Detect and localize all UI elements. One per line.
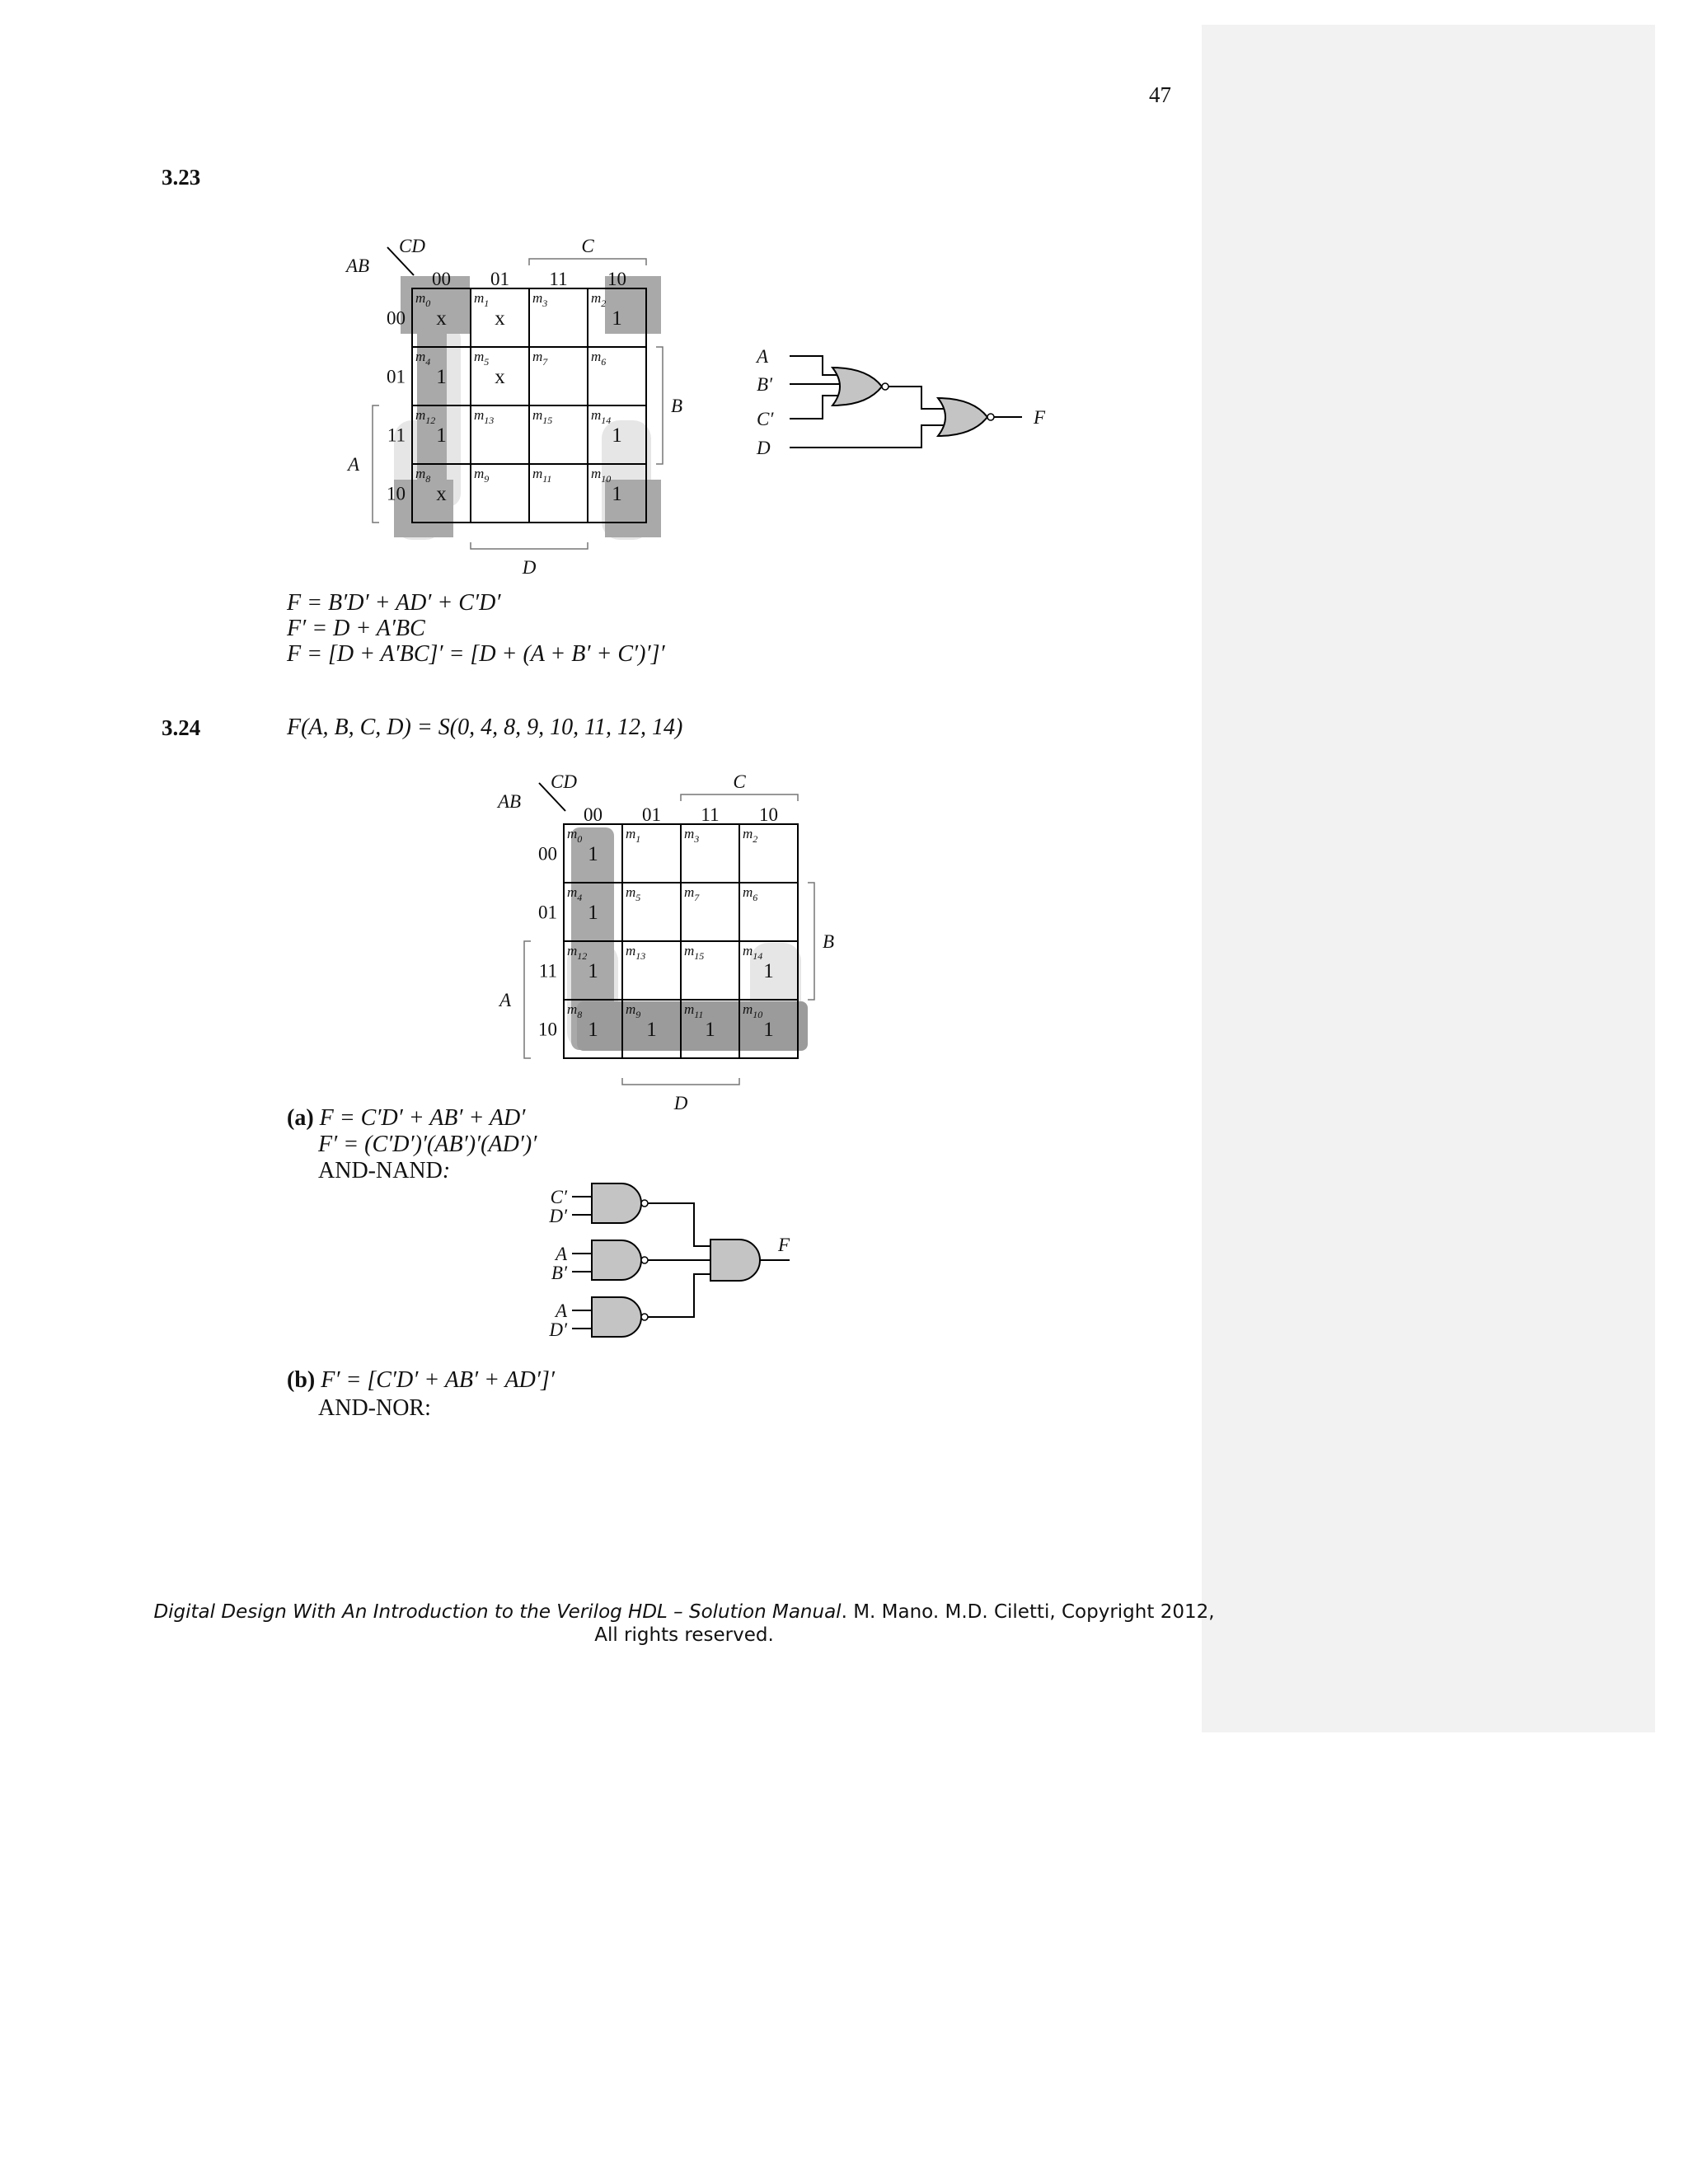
kmap2-minterm-label: $m_{14}$ bbox=[743, 943, 763, 962]
kmap1-cell-value: 1 bbox=[612, 424, 622, 448]
problem-number-3-23: 3.23 bbox=[162, 165, 201, 190]
footer-line-1 bbox=[0, 1601, 1368, 1624]
equation-3-23-3: F = [D + A′BC]′ = [D + (A + B′ + C′)′]′ bbox=[287, 641, 665, 667]
problem-number-3-24: 3.24 bbox=[162, 715, 201, 740]
kmap2-minterm-label: $m_{10}$ bbox=[743, 1001, 763, 1020]
circuit2-input-label: C′ bbox=[550, 1187, 567, 1207]
kmap2-cell-value: 1 bbox=[646, 1019, 657, 1042]
circuit2-nand-bubble-2 bbox=[641, 1257, 648, 1263]
circuit2-output-nand-gate bbox=[710, 1240, 760, 1281]
kmap2-minterm-label: $m_5$ bbox=[626, 884, 641, 903]
kmap1-row-header: 00 bbox=[387, 307, 406, 329]
kmap2-cell-value: 1 bbox=[588, 960, 598, 983]
kmap2-row-header: 11 bbox=[538, 960, 557, 982]
part-b-eq bbox=[287, 1366, 555, 1394]
part-a-impl-colon: : bbox=[442, 1158, 451, 1183]
circuit1-input-label: A bbox=[757, 346, 769, 367]
circuit1-input-label: B′ bbox=[757, 374, 773, 395]
kmap1-cell-value: 1 bbox=[612, 307, 622, 330]
kmap1-minterm-label: $m_{10}$ bbox=[591, 466, 612, 485]
kmap1-col-header: 01 bbox=[490, 269, 509, 289]
kmap2-minterm-label: $m_{15}$ bbox=[684, 943, 705, 962]
footer-authors: . M. Mano. M.D. Ciletti, Copyright 2012, bbox=[841, 1601, 1215, 1623]
kmap1-minterm-label: $m_6$ bbox=[591, 349, 607, 368]
circuit2-input-label: A bbox=[555, 1301, 567, 1321]
kmap2-minterm-label: $m_1$ bbox=[626, 826, 641, 845]
function-3-24: F(A, B, C, D) = S(0, 4, 8, 9, 10, 11, 12, 14) bbox=[287, 715, 683, 740]
kmap2-minterm-label: $m_9$ bbox=[626, 1001, 641, 1020]
kmap2-minterm-label: $m_0$ bbox=[567, 826, 583, 845]
part-b-implementation: AND-NOR: bbox=[318, 1395, 431, 1421]
circuit2-input-label: B′ bbox=[551, 1263, 567, 1283]
kmap1-minterm-label: $m_{11}$ bbox=[532, 466, 552, 485]
kmap1-minterm-label: $m_9$ bbox=[474, 466, 490, 485]
kmap2-col-header: 11 bbox=[701, 804, 720, 825]
circuit2-output-label: F bbox=[778, 1235, 790, 1255]
part-a-equation-1: F = C′D′ + AB′ + AD′ bbox=[319, 1105, 526, 1131]
kmap2-col-header: 00 bbox=[584, 804, 603, 825]
kmap1-minterm-label: $m_8$ bbox=[415, 466, 431, 485]
kmap1-row-header: 10 bbox=[387, 483, 406, 504]
kmap1-minterm-label: $m_4$ bbox=[415, 349, 431, 368]
kmap2-minterm-label: $m_4$ bbox=[567, 884, 583, 903]
kmap2-row-header: 01 bbox=[538, 902, 557, 923]
kmap2-label-D: D bbox=[673, 1093, 688, 1113]
kmap2-cell-value: 1 bbox=[588, 843, 598, 866]
kmap1-col-header: 00 bbox=[432, 269, 451, 289]
kmap2-label-B: B bbox=[823, 931, 835, 952]
kmap1-minterm-label: $m_7$ bbox=[532, 349, 548, 368]
circuit2-nand-bubble-3 bbox=[641, 1314, 648, 1320]
kmap1-minterm-label: $m_5$ bbox=[474, 349, 490, 368]
kmap1-minterm-label: $m_1$ bbox=[474, 290, 490, 309]
kmap2-cell-value: 1 bbox=[763, 1019, 774, 1042]
kmap1-cell-value: x bbox=[436, 307, 447, 330]
kmap2-row-header: 00 bbox=[538, 843, 557, 865]
kmap1-minterm-label: $m_0$ bbox=[415, 290, 431, 309]
circuit2-nand-gate-1 bbox=[592, 1183, 641, 1223]
kmap1-cell-value: 1 bbox=[612, 483, 622, 506]
equation-3-23-2: F′ = D + A′BC bbox=[287, 616, 425, 641]
kmap1-label-B: B bbox=[671, 396, 683, 416]
kmap2-minterm-label: $m_{11}$ bbox=[684, 1001, 704, 1020]
circuit2-input-label: D′ bbox=[549, 1319, 567, 1340]
kmap1-minterm-label: $m_{12}$ bbox=[415, 407, 436, 426]
kmap1-minterm-label: $m_{15}$ bbox=[532, 407, 553, 426]
kmap1-cell-value: 1 bbox=[436, 424, 447, 448]
kmap1-label-D: D bbox=[522, 557, 537, 578]
part-a-impl-text: AND-NAND bbox=[318, 1158, 443, 1183]
circuit2-wire-g3-out bbox=[648, 1274, 710, 1317]
kmap1-row-header: 01 bbox=[387, 366, 406, 387]
circuit1-output-label: F bbox=[1034, 407, 1046, 428]
kmap2-cell-value: 1 bbox=[763, 960, 774, 983]
kmap2-label-A: A bbox=[499, 990, 512, 1010]
circuit1-input-label: D bbox=[757, 438, 771, 458]
kmap1-minterm-label: $m_{14}$ bbox=[591, 407, 612, 426]
kmap2-minterm-label: $m_2$ bbox=[743, 826, 758, 845]
part-b-equation: F′ = [C′D′ + AB′ + AD′]′ bbox=[321, 1367, 555, 1393]
kmap2-col-var: CD bbox=[551, 771, 577, 792]
kmap2-minterm-label: $m_6$ bbox=[743, 884, 758, 903]
kmap2-cell-value: 1 bbox=[588, 1019, 598, 1042]
kmap1-minterm-label: $m_3$ bbox=[532, 290, 548, 309]
kmap2-cell-value: 1 bbox=[705, 1019, 715, 1042]
circuit2-wire-g1-out bbox=[648, 1203, 710, 1246]
kmap2-col-header: 01 bbox=[642, 804, 661, 825]
kmap1-label-C: C bbox=[581, 236, 594, 256]
circuit2-nand-bubble-1 bbox=[641, 1200, 648, 1207]
kmap1-col-var: CD bbox=[399, 236, 425, 256]
kmap2-row-var: AB bbox=[498, 791, 522, 812]
part-b-label: (b) bbox=[287, 1367, 316, 1393]
circuit2-nand-gate-2 bbox=[592, 1240, 641, 1280]
footer-rights: All rights reserved. bbox=[594, 1624, 774, 1646]
kmap2-col-header: 10 bbox=[759, 804, 778, 825]
circuit1-input-label: C′ bbox=[757, 409, 774, 429]
circuit2-nand-gate-3 bbox=[592, 1297, 641, 1337]
circuit2-input-label: D′ bbox=[549, 1206, 567, 1226]
kmap2-minterm-label: $m_3$ bbox=[684, 826, 700, 845]
part-a-label: (a) bbox=[287, 1105, 314, 1131]
kmap1-col-header: 11 bbox=[549, 269, 568, 289]
kmap2-row-header: 10 bbox=[538, 1019, 557, 1040]
footer-book-title: Digital Design With An Introduction to the Verilog HDL – Solution Manual bbox=[153, 1601, 842, 1623]
kmap1-cell-value: x bbox=[495, 307, 505, 330]
kmap1-cell-value: 1 bbox=[436, 366, 447, 389]
circuit2-input-label: A bbox=[555, 1244, 567, 1264]
kmap1-minterm-label: $m_{13}$ bbox=[474, 407, 495, 426]
kmap2-minterm-label: $m_7$ bbox=[684, 884, 700, 903]
kmap2-label-C: C bbox=[733, 771, 746, 792]
part-a-equation-2: F′ = (C′D′)′(AB′)′(AD′)′ bbox=[318, 1132, 537, 1157]
kmap2-minterm-label: $m_{12}$ bbox=[567, 943, 588, 962]
kmap1-cell-value: x bbox=[436, 483, 447, 506]
kmap1-cell-value: x bbox=[495, 366, 505, 389]
kmap2-minterm-label: $m_8$ bbox=[567, 1001, 583, 1020]
equation-3-23-1: F = B′D′ + AD′ + C′D′ bbox=[287, 590, 501, 616]
kmap2-minterm-label: $m_{13}$ bbox=[626, 943, 646, 962]
page-number: 47 bbox=[1149, 82, 1171, 107]
kmap1-row-header: 11 bbox=[387, 424, 406, 446]
kmap2-cell-value: 1 bbox=[588, 902, 598, 925]
kmap1-minterm-label: $m_2$ bbox=[591, 290, 607, 309]
kmap1-label-A: A bbox=[348, 454, 360, 475]
kmap1-row-var: AB bbox=[346, 255, 370, 276]
kmap1-col-header: 10 bbox=[607, 269, 626, 289]
